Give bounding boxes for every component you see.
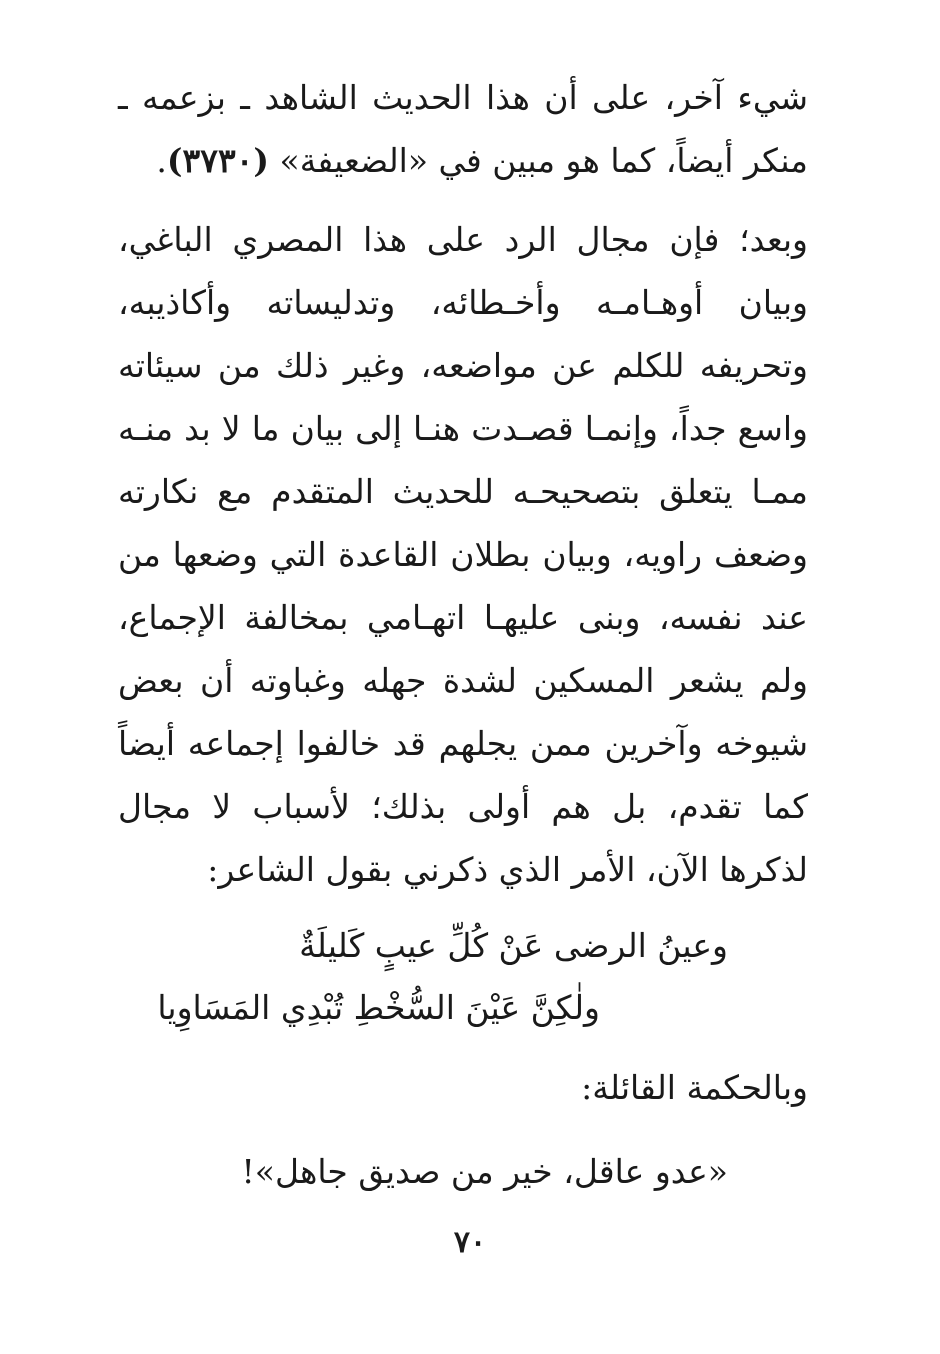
poem-verse-2: ولٰكِنَّ عَيْنَ السُّخْطِ تُبْدِي المَسَاوِيا — [157, 988, 600, 1027]
paragraph-1-reference: (٣٧٣٠) — [166, 141, 270, 180]
wisdom-intro: وبالحكمة القائلة: — [581, 1068, 808, 1107]
paragraph-1-text-after: . — [156, 141, 167, 180]
paragraph-1-text-before: شيء آخر، على أن هذا الحديث الشاهد ـ بزعمه ـ منكر أيضاً، كما هو مبين في «الضعيفة» — [118, 78, 808, 180]
paragraph-2: وبعد؛ فإن مجال الرد على هذا المصري الباغي، وبيان أوهـامـه وأخـطائه، وتدليساته وأكاذيبه، وتحريفه للكلم عن مواضعه، وغير ذلك من سيئاته واسع جداً، وإنمـا قصـدت هنـا إلى بيان ما لا بد منـه ممـا يتعلق بتصحيحـه للحديث المتقدم مع نكارته وضعف راويه، وبيان بطلان القاعدة التي وضعها من عند نفسه، وبنى عليهـا اتهـامي بمخالفة الإجماع، ولم يشعر المسكين لشدة جهله وغباوته أن بعض شيوخه وآخرين ممن يجلهم قد خالفوا إجماعه أيضاً كما تقدم، بل هم أولى بذلك؛ لأسباب لا مجال لذكرها الآن، الأمر الذي ذكرني بقول الشاعر: — [118, 220, 808, 889]
proverb-quote: «عدو عاقل، خير من صديق جاهل»! — [241, 1152, 728, 1191]
poem-verse-1: وعينُ الرضى عَنْ كُلِّ عيبٍ كَليلَةٌ — [299, 926, 728, 965]
page-number: ٧٠ — [453, 1225, 487, 1260]
paragraph-1 — [118, 66, 808, 192]
